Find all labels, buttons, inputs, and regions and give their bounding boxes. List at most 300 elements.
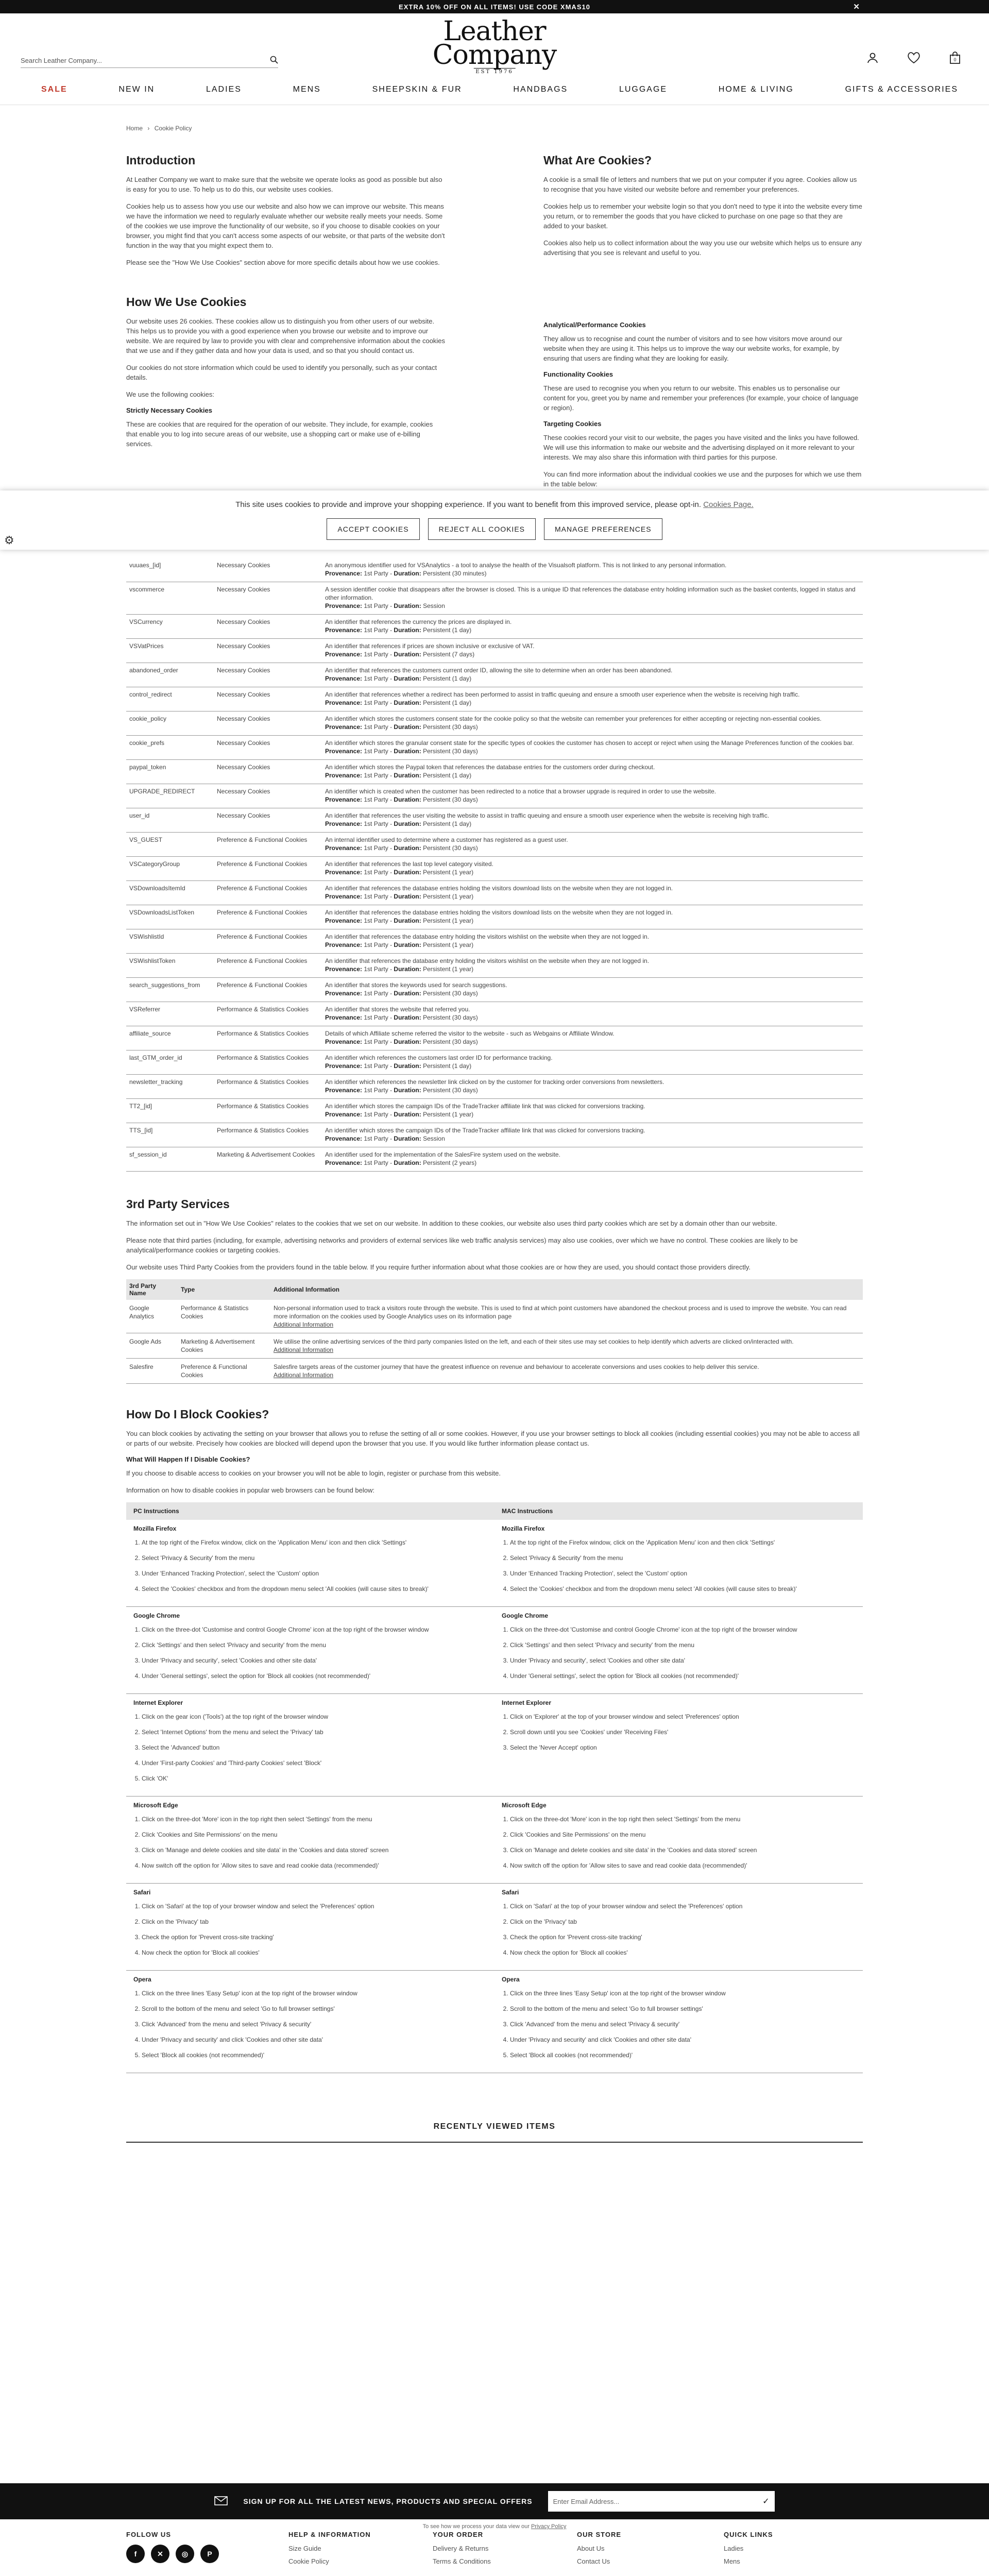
cookie-description: An identifier which references the customers last order ID for performance tracking. (325, 1054, 553, 1061)
cookie-name: VSWishlistId (126, 929, 214, 954)
cookie-details (322, 736, 863, 760)
cookies-table (126, 558, 863, 1172)
duration-label: Duration: (394, 1135, 421, 1142)
provenance-value: 1st Party (364, 626, 388, 634)
basket-icon[interactable] (947, 49, 963, 66)
instruction-step: 3. Under 'Enhanced Tracking Protection', select the 'Custom' option (510, 1569, 856, 1578)
search-placeholder: Search Leather Company... (21, 57, 103, 64)
provenance-value: 1st Party (364, 602, 388, 609)
cookie-name: VSDownloadsListToken (126, 905, 214, 929)
duration-label: Duration: (394, 1087, 421, 1094)
duration-value: Persistent (1 year) (423, 893, 474, 900)
cookie-description: An identifier that references the user visiting the website to assist in traffic queuing and ensure a smooth user experience when the website is receiving high traffic. (325, 812, 770, 819)
cookie-details (322, 615, 863, 639)
cookie-details (322, 954, 863, 978)
mac-instructions (494, 1971, 863, 2073)
cookie-category: Preference & Functional Cookies (214, 881, 322, 905)
duration-label: Duration: (394, 602, 421, 609)
cookie-name: user_id (126, 808, 214, 833)
cookie-details (322, 881, 863, 905)
instagram-icon[interactable]: ◎ (176, 2545, 194, 2563)
footer-link[interactable]: Terms & Conditions (433, 2557, 491, 2565)
instruction-step: 4. Now check the option for 'Block all cookies' (510, 1948, 856, 1957)
duration-value: Persistent (30 minutes) (423, 570, 487, 577)
provenance-label: Provenance: (325, 917, 363, 924)
block-table (126, 1502, 863, 2073)
instruction-step: 5. Click 'OK' (142, 1774, 487, 1783)
table-row (126, 1002, 863, 1026)
provenance-label: Provenance: (325, 1062, 363, 1070)
duration-value: Session (423, 1135, 445, 1142)
cookie-banner-text: This site uses cookies to provide and improve your shopping experience. If you want to benefit from this improved service, please opt-in. (235, 500, 702, 509)
cookie-name: control_redirect (126, 687, 214, 711)
instruction-step: 4. Select the 'Cookies' checkbox and from the dropdown menu select 'All cookies (will cause sites to break)' (510, 1585, 856, 1593)
instruction-step: 1. Click on the three-dot 'Customise and control Google Chrome' icon at the top right of the browser window (510, 1625, 856, 1634)
close-icon[interactable]: ✕ (853, 3, 860, 11)
cookie-page-link[interactable]: Cookies Page. (703, 500, 754, 509)
cookie-description: An internal identifier used to determine where a customer has registered as a guest user. (325, 836, 568, 843)
duration-label: Duration: (394, 844, 421, 852)
cookie-provenance: Provenance: 1st Party - Duration: Persistent (2 years) (325, 1159, 477, 1166)
strict-text: These are cookies that are required for the operation of our website. They include, for example, cookies that enable you to log into secure areas of our website, use a shopping cart or make use of e-billing services. (126, 420, 433, 448)
cookie-details (322, 687, 863, 711)
wishlist-heart-icon[interactable] (906, 49, 922, 66)
block-p3: Information on how to disable cookies in popular web browsers can be found below: (126, 1486, 375, 1494)
duration-value: Persistent (1 day) (423, 1062, 472, 1070)
cookie-details (322, 905, 863, 929)
duration-label: Duration: (394, 570, 421, 577)
duration-label: Duration: (394, 869, 421, 876)
cookie-details (322, 1075, 863, 1099)
how-title: How We Use Cookies (126, 295, 247, 309)
cookie-category: Necessary Cookies (214, 582, 322, 615)
table-row (126, 808, 863, 833)
pc-instructions (126, 1607, 494, 1694)
cookie-name: VSVatPrices (126, 639, 214, 663)
instruction-step: 1. Click on the three-dot 'More' icon in the top right then select 'Settings' from the menu (510, 1815, 856, 1823)
duration-label: Duration: (394, 965, 421, 973)
duration-value: Persistent (1 day) (423, 772, 472, 779)
account-icon[interactable] (864, 49, 881, 66)
table-row (126, 905, 863, 929)
provenance-value: 1st Party (364, 965, 388, 973)
provenance-label: Provenance: (325, 772, 363, 779)
table-row (126, 1359, 863, 1384)
instruction-step: 2. Click 'Cookies and Site Permissions' on the menu (510, 1831, 856, 1839)
privacy-policy-link[interactable]: Privacy Policy (531, 2523, 567, 2530)
site-header (0, 13, 989, 74)
instruction-step: 1. Click on 'Safari' at the top of your browser window and select the 'Preferences' option (510, 1902, 856, 1910)
third-title: 3rd Party Services (126, 1197, 230, 1211)
cookie-name: VSDownloadsItemId (126, 881, 214, 905)
tp-info-link[interactable]: Additional Information (274, 1321, 334, 1328)
how-p3: We use the following cookies: (126, 391, 215, 398)
nav-handbags[interactable]: HANDBAGS (513, 84, 568, 94)
instruction-step: 1. At the top right of the Firefox window, click on the 'Application Menu' icon and then click 'Settings' (510, 1538, 856, 1547)
cookie-provenance: Provenance: 1st Party - Duration: Persistent (30 minutes) (325, 570, 487, 577)
table-row (126, 1147, 863, 1172)
cookie-description: An identifier that stores the keywords used for search suggestions. (325, 981, 507, 989)
duration-label: Duration: (394, 1038, 421, 1045)
table-row (126, 1026, 863, 1050)
cookie-name: cookie_prefs (126, 736, 214, 760)
manage-preferences-button[interactable]: MANAGE PREFERENCES (544, 518, 662, 540)
instruction-step: 2. Click 'Settings' and then select 'Privacy and security' from the menu (142, 1641, 487, 1649)
tp-name: Salesfire (126, 1359, 178, 1384)
cookie-settings-gear-icon[interactable]: ⚙ (4, 534, 14, 547)
third-party-table (126, 1279, 863, 1384)
cookie-provenance: Provenance: 1st Party - Duration: Persistent (1 day) (325, 1062, 472, 1070)
instruction-step: 2. Scroll down until you see 'Cookies' under 'Receiving Files' (510, 1728, 856, 1736)
footer-link[interactable]: About Us (577, 2545, 605, 2552)
instruction-step: 4. Under 'Privacy and security' and click 'Cookies and other site data' (510, 2036, 856, 2044)
duration-label: Duration: (394, 796, 421, 803)
cookie-details (322, 784, 863, 808)
browser-name: Internet Explorer (502, 1699, 552, 1706)
duration-value: Persistent (30 days) (423, 748, 478, 755)
cookie-name: paypal_token (126, 760, 214, 784)
instruction-step: 3. Select the 'Never Accept' option (510, 1743, 856, 1752)
breadcrumb (126, 125, 989, 132)
mac-header: MAC Instructions (494, 1502, 863, 1520)
table-row (126, 639, 863, 663)
reject-cookies-button[interactable]: REJECT ALL COOKIES (428, 518, 536, 540)
cookie-description: An identifier that references the database entries holding the visitors download lists on the website when they are not logged in. (325, 885, 673, 892)
privacy-note (0, 2523, 989, 2530)
search-input[interactable] (21, 54, 278, 68)
analytical-title: Analytical/Performance Cookies (543, 321, 646, 329)
instruction-step: 1. Click on the three-dot 'Customise and control Google Chrome' icon at the top right of the browser window (142, 1625, 487, 1634)
footer-quick-title: QUICK LINKS (724, 2531, 773, 2538)
duration-label: Duration: (394, 1014, 421, 1021)
provenance-label: Provenance: (325, 820, 363, 827)
cookie-description: An identifier that stores the website that referred you. (325, 1006, 470, 1013)
cookie-category: Preference & Functional Cookies (214, 857, 322, 881)
nav-ladies[interactable]: LADIES (206, 84, 242, 94)
provenance-label: Provenance: (325, 965, 363, 973)
pc-instructions (126, 1520, 494, 1607)
provenance-label: Provenance: (325, 699, 363, 706)
cookie-name: abandoned_order (126, 663, 214, 687)
instruction-step: 3. Under 'Privacy and security', select 'Cookies and other site data' (510, 1656, 856, 1665)
pc-instructions (126, 1971, 494, 2073)
duration-value: Persistent (1 year) (423, 941, 474, 948)
duration-value: Persistent (1 day) (423, 699, 472, 706)
nav-new-in[interactable]: NEW IN (118, 84, 155, 94)
cookie-description: An identifier that references the last top level category visited. (325, 860, 493, 868)
browser-name: Mozilla Firefox (133, 1525, 177, 1532)
duration-value: Persistent (30 days) (423, 796, 478, 803)
cookie-name: VSCategoryGroup (126, 857, 214, 881)
instruction-step: 3. Click 'Advanced' from the menu and select 'Privacy & security' (510, 2020, 856, 2028)
breadcrumb-home[interactable]: Home (126, 125, 143, 132)
table-row (126, 736, 863, 760)
intro-title: Introduction (126, 154, 196, 167)
tp-info-text: Salesfire targets areas of the customer journey that have the greatest influence on revenue and behaviour to accelerate conversions and uses cookies to help deliver this service. (274, 1363, 759, 1370)
block-title: How Do I Block Cookies? (126, 1408, 269, 1421)
nav-gifts-accessories[interactable]: GIFTS & ACCESSORIES (845, 84, 958, 94)
facebook-icon[interactable]: f (126, 2545, 145, 2563)
strict-title: Strictly Necessary Cookies (126, 406, 212, 414)
instruction-step: 1. Click on the three-dot 'More' icon in the top right then select 'Settings' from the menu (142, 1815, 487, 1823)
instruction-step: 5. Select 'Block all cookies (not recommended)' (142, 2051, 487, 2059)
footer-store (577, 2531, 724, 2570)
cookie-name: sf_session_id (126, 1147, 214, 1172)
provenance-label: Provenance: (325, 602, 363, 609)
provenance-label: Provenance: (325, 941, 363, 948)
instruction-step: 3. Click on 'Manage and delete cookies and site data' in the 'Cookies and data stored' screen (510, 1846, 856, 1854)
nav-mens[interactable]: MENS (293, 84, 321, 94)
cookie-details (322, 639, 863, 663)
mail-icon (214, 2496, 228, 2507)
table-row (126, 760, 863, 784)
provenance-value: 1st Party (364, 1038, 388, 1045)
duration-value: Persistent (7 days) (423, 651, 475, 658)
header-icons (864, 49, 963, 66)
cookie-name: last_GTM_order_id (126, 1050, 214, 1075)
cookie-description: An identifier used for the implementation of the SalesFire system used on the website. (325, 1151, 560, 1158)
duration-label: Duration: (394, 1159, 421, 1166)
third-p3: Our website uses Third Party Cookies from the providers found in the table below. If you require further information about what those cookies are or how they are used, you should contact those providers directly. (126, 1263, 751, 1271)
instruction-step: 3. Under 'Privacy and security', select 'Cookies and other site data' (142, 1656, 487, 1665)
cookie-description: An identifier which stores the customers consent state for the cookie policy so that the website can remember your preferences for either accepting or rejecting non-essential cookies. (325, 715, 822, 722)
instruction-step: 2. Click 'Settings' and then select 'Privacy and security' from the menu (510, 1641, 856, 1649)
email-field[interactable] (548, 2491, 775, 2512)
how-section (126, 295, 863, 496)
accept-cookies-button[interactable]: ACCEPT COOKIES (327, 518, 419, 540)
cookie-description: An identifier which references the newsletter link clicked on by the customer for tracking order conversions from newsletters. (325, 1078, 664, 1086)
duration-value: Persistent (30 days) (423, 723, 478, 731)
logo-est: EST 1976 (473, 68, 515, 75)
provenance-label: Provenance: (325, 990, 363, 997)
targeting-title: Targeting Cookies (543, 420, 602, 428)
tp-name: Google Ads (126, 1333, 178, 1359)
how-p2: Our cookies do not store information which could be used to identify you personally, such as your contact details. (126, 364, 437, 381)
provenance-value: 1st Party (364, 748, 388, 755)
cookie-details (322, 711, 863, 736)
cookie-description: An identifier which stores the campaign IDs of the TradeTracker affiliate link that was clicked for conversions tracking. (325, 1127, 645, 1134)
footer-order (433, 2531, 577, 2570)
table-row (126, 1123, 863, 1147)
tp-header-name: 3rd Party Name (126, 1279, 178, 1300)
intro-section (126, 154, 863, 275)
instruction-step: 2. Select 'Internet Options' from the menu and select the 'Privacy' tab (142, 1728, 487, 1736)
duration-value: Persistent (30 days) (423, 1038, 478, 1045)
cookie-name: vscommerce (126, 582, 214, 615)
cookie-provenance: Provenance: 1st Party - Duration: Persistent (30 days) (325, 796, 478, 803)
footer-link[interactable]: Size Guide (288, 2545, 321, 2552)
footer-help (288, 2531, 433, 2570)
nav-home-living[interactable]: HOME & LIVING (718, 84, 794, 94)
instruction-step: 2. Select 'Privacy & Security' from the menu (510, 1554, 856, 1562)
cookie-provenance: Provenance: 1st Party - Duration: Persistent (30 days) (325, 1014, 478, 1021)
tp-info-link[interactable]: Additional Information (274, 1371, 334, 1379)
cookie-category: Necessary Cookies (214, 687, 322, 711)
cookie-provenance: Provenance: 1st Party - Duration: Persistent (30 days) (325, 1038, 478, 1045)
duration-value: Persistent (1 day) (423, 675, 472, 682)
browser-name: Safari (502, 1889, 519, 1896)
table-row (126, 1300, 863, 1333)
table-row (126, 582, 863, 615)
cookie-provenance: Provenance: 1st Party - Duration: Session (325, 1135, 445, 1142)
cookie-provenance: Provenance: 1st Party - Duration: Persistent (1 year) (325, 1111, 474, 1118)
cookie-provenance: Provenance: 1st Party - Duration: Persistent (30 days) (325, 723, 478, 731)
browser-name: Google Chrome (502, 1612, 549, 1619)
table-row (126, 784, 863, 808)
duration-value: Persistent (30 days) (423, 1014, 478, 1021)
mac-instructions (494, 1797, 863, 1884)
provenance-value: 1st Party (364, 820, 388, 827)
how-p1: Our website uses 26 cookies. These cookies allow us to distinguish you from other users of our website. This helps us to provide you with a good experience when you browse our website and to improve our website. We are required by law to provide you with clear and comprehensive information about the cookies that we use and if they gather data and how your data is used, and so that you should contact us. (126, 317, 446, 354)
nav-sheepskin-fur[interactable]: SHEEPSKIN & FUR (372, 84, 462, 94)
cookie-provenance: Provenance: 1st Party - Duration: Persistent (1 year) (325, 869, 474, 876)
table-row (126, 615, 863, 639)
cookie-description: An identifier that references if prices are shown inclusive or exclusive of VAT. (325, 642, 535, 650)
table-row (126, 687, 863, 711)
provenance-value: 1st Party (364, 941, 388, 948)
cookie-category: Preference & Functional Cookies (214, 954, 322, 978)
provenance-value: 1st Party (364, 723, 388, 731)
logo-line-2: Company (432, 40, 557, 71)
cookie-name: VSWishlistToken (126, 954, 214, 978)
cookie-name: VSReferrer (126, 1002, 214, 1026)
cookie-details (322, 833, 863, 857)
duration-label: Duration: (394, 820, 421, 827)
provenance-label: Provenance: (325, 570, 363, 577)
provenance-label: Provenance: (325, 893, 363, 900)
svg-text:0: 0 (953, 57, 957, 62)
instruction-step: 2. Click on the 'Privacy' tab (142, 1918, 487, 1926)
duration-label: Duration: (394, 699, 421, 706)
browser-name: Internet Explorer (133, 1699, 183, 1706)
cookie-name: search_suggestions_from (126, 978, 214, 1002)
cookie-provenance: Provenance: 1st Party - Duration: Persistent (1 day) (325, 699, 472, 706)
cookie-description: An identifier that references the customers current order ID, allowing the site to determine when an order has been abandoned. (325, 667, 673, 674)
cookie-category: Preference & Functional Cookies (214, 905, 322, 929)
cookie-provenance: Provenance: 1st Party - Duration: Persistent (1 day) (325, 772, 472, 779)
search-icon[interactable] (270, 56, 278, 65)
duration-value: Persistent (1 day) (423, 626, 472, 634)
browser-name: Safari (133, 1889, 151, 1896)
footer-follow (126, 2531, 288, 2570)
instruction-step: 4. Now check the option for 'Block all cookies' (142, 1948, 487, 1957)
cookie-category: Preference & Functional Cookies (214, 833, 322, 857)
duration-value: Persistent (1 year) (423, 869, 474, 876)
cookie-provenance: Provenance: 1st Party - Duration: Persistent (7 days) (325, 651, 475, 658)
intro-p1: At Leather Company we want to make sure that the website we operate looks as good as possible but also is easy for you to use. To help us to do this, our website uses cookies. (126, 176, 442, 193)
main-nav (0, 74, 989, 105)
mac-instructions (494, 1694, 863, 1797)
provenance-value: 1st Party (364, 796, 388, 803)
mac-instructions (494, 1520, 863, 1607)
pinterest-icon[interactable]: P (200, 2545, 219, 2563)
cookie-details (322, 582, 863, 615)
instruction-step: 1. Click on the three lines 'Easy Setup' icon at the top right of the browser window (510, 1989, 856, 1997)
provenance-value: 1st Party (364, 1087, 388, 1094)
block-subtitle: What Will Happen If I Disable Cookies? (126, 1455, 250, 1463)
provenance-value: 1st Party (364, 651, 388, 658)
mac-instructions (494, 1884, 863, 1971)
provenance-label: Provenance: (325, 844, 363, 852)
cookie-name: TT2_[id] (126, 1099, 214, 1123)
cookie-provenance: Provenance: 1st Party - Duration: Persistent (1 year) (325, 893, 474, 900)
nav-luggage[interactable]: LUGGAGE (619, 84, 668, 94)
duration-value: Session (423, 602, 445, 609)
table-row (126, 1050, 863, 1075)
provenance-label: Provenance: (325, 723, 363, 731)
cookie-banner-buttons (0, 518, 989, 540)
cookie-category: Necessary Cookies (214, 736, 322, 760)
footer-link[interactable]: Ladies (724, 2545, 744, 2552)
duration-label: Duration: (394, 651, 421, 658)
cookie-category: Necessary Cookies (214, 711, 322, 736)
duration-label: Duration: (394, 626, 421, 634)
site-logo[interactable] (432, 16, 557, 75)
cookie-category: Necessary Cookies (214, 760, 322, 784)
cookie-provenance: Provenance: 1st Party - Duration: Persistent (1 year) (325, 965, 474, 973)
cookie-name: newsletter_tracking (126, 1075, 214, 1099)
cookie-description: A session identifier cookie that disappears after the browser is closed. This is a unique ID that references the database entry holding information such as the basket contents, logged in status and other information. (325, 586, 856, 601)
instruction-step: 2. Click 'Cookies and Site Permissions' on the menu (142, 1831, 487, 1839)
cookie-details (322, 1123, 863, 1147)
footer-link[interactable]: Delivery & Returns (433, 2545, 489, 2552)
provenance-value: 1st Party (364, 1159, 388, 1166)
cookie-details (322, 760, 863, 784)
instruction-step: 3. Check the option for 'Prevent cross-site tracking' (142, 1933, 487, 1941)
functional-title: Functionality Cookies (543, 370, 613, 378)
instruction-step: 1. Click on 'Safari' at the top of your browser window and select the 'Preferences' option (142, 1902, 487, 1910)
instruction-step: 4. Select the 'Cookies' checkbox and from the dropdown menu select 'All cookies (will cause sites to break)' (142, 1585, 487, 1593)
provenance-value: 1st Party (364, 675, 388, 682)
cookie-banner (0, 490, 989, 550)
cookie-provenance: Provenance: 1st Party - Duration: Session (325, 602, 445, 609)
cookie-details (322, 558, 863, 582)
x-twitter-icon[interactable]: ✕ (151, 2545, 169, 2563)
tp-info-link[interactable]: Additional Information (274, 1346, 334, 1353)
cookie-provenance: Provenance: 1st Party - Duration: Persistent (30 days) (325, 748, 478, 755)
footer-link[interactable]: Cookie Policy (288, 2557, 329, 2565)
footer-order-title: YOUR ORDER (433, 2531, 484, 2538)
breadcrumb-current: Cookie Policy (154, 125, 192, 132)
tp-info (270, 1300, 863, 1333)
cookie-description: An identifier which stores the campaign IDs of the TradeTracker affiliate link that was clicked for conversions tracking. (325, 1103, 645, 1110)
footer-link[interactable]: Mens (724, 2557, 740, 2565)
footer-link[interactable]: Contact Us (577, 2557, 610, 2565)
table-row (126, 1607, 863, 1694)
provenance-value: 1st Party (364, 1062, 388, 1070)
instruction-step: 2. Scroll to the bottom of the menu and select 'Go to full browser settings' (142, 2005, 487, 2013)
instruction-step: 2. Scroll to the bottom of the menu and select 'Go to full browser settings' (510, 2005, 856, 2013)
instruction-step: 4. Under 'First-party Cookies' and 'Third-party Cookies' select 'Block' (142, 1759, 487, 1767)
provenance-value: 1st Party (364, 1135, 388, 1142)
signup-text: SIGN UP FOR ALL THE LATEST NEWS, PRODUCTS AND SPECIAL OFFERS (243, 2497, 533, 2505)
instruction-step: 3. Select the 'Advanced' button (142, 1743, 487, 1752)
mac-instructions (494, 1607, 863, 1694)
table-row (126, 1797, 863, 1884)
duration-label: Duration: (394, 723, 421, 731)
nav-sale[interactable]: SALE (41, 84, 67, 94)
instruction-step: 3. Click 'Advanced' from the menu and select 'Privacy & security' (142, 2020, 487, 2028)
cookie-banner-message (0, 490, 989, 509)
breadcrumb-separator: › (147, 125, 150, 132)
cookie-details (322, 978, 863, 1002)
provenance-value: 1st Party (364, 1111, 388, 1118)
more-text: You can find more information about the individual cookies we use and the purposes for which we use them in the table below: (543, 470, 862, 488)
newsletter-signup (0, 2483, 989, 2519)
submit-check-icon[interactable]: ✓ (762, 2497, 770, 2506)
provenance-value: 1st Party (364, 844, 388, 852)
instruction-step: 3. Under 'Enhanced Tracking Protection', select the 'Custom' option (142, 1569, 487, 1578)
